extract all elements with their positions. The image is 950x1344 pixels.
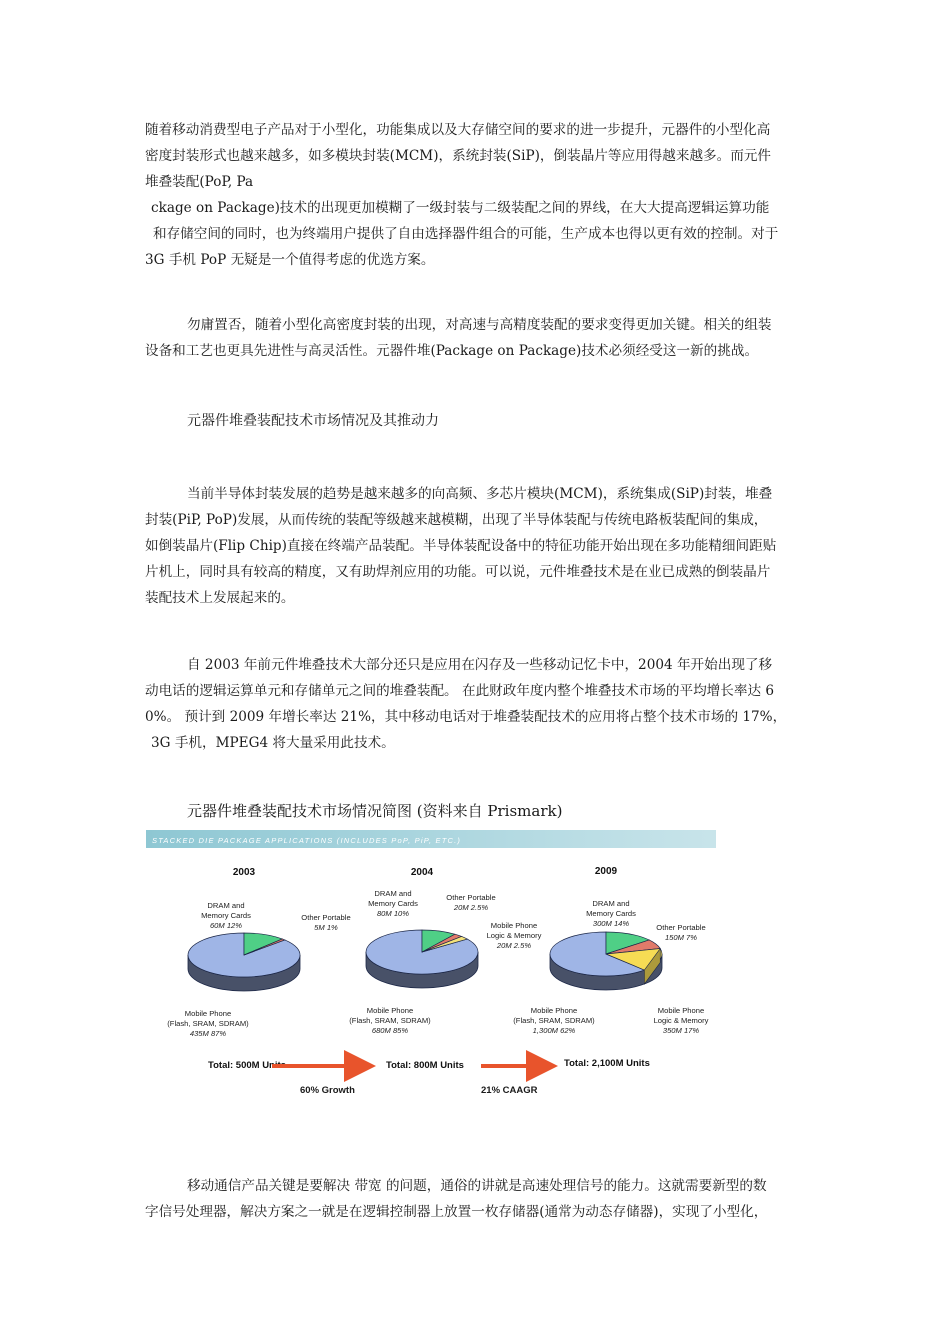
text-line: 0%。 预计到 2009 年增长率达 21%，其中移动电话对于堆叠装配技术的应用将占整个技术市场的 17%， [145,709,787,725]
slice-name-label: Mobile Phone [530,1006,578,1015]
slice-value-label: 20M 2.5% [453,903,489,912]
slice-name-label: (Flash, SRAM, SDRAM) [513,1016,595,1025]
slice-name-label: Other Portable [301,913,351,922]
slice-name-label: Other Portable [656,923,706,932]
text-line: ckage on Package)技术的出现更加模糊了一级封装与二级装配之间的界线，在大大提高逻辑运算功能 [151,200,770,216]
figure-title: 元器件堆叠装配技术市场情况简图 (资料来自 Prismark) [187,802,563,820]
slice-value-label: 80M 10% [376,909,410,918]
text-line: 动电话的逻辑运算单元和存储单元之间的堆叠装配。 在此财政年度内整个堆叠技术市场的平均增长率达 6 [145,683,775,699]
pie-year-label: 2004 [410,867,434,878]
slice-name-label: DRAM and [374,889,412,898]
slice-value-label: 60M 12% [209,921,243,930]
pie-group [167,866,708,1071]
slice-name-label: Logic & Memory [486,931,542,940]
text-line: 设备和工艺也更具先进性与高灵活性。元器件堆(Package on Package)技术必须经受这一新的挑战。 [145,343,759,359]
text-line: 如倒装晶片(Flip Chip)直接在终端产品装配。半导体装配设备中的特征功能开始出现在多功能精细间距贴 [145,538,777,554]
pie-year-label: 2003 [232,867,256,878]
slice-value-label: 5M 1% [314,923,338,932]
text-line: 密度封装形式也越来越多，如多模块封装(MCM)，系统封装(SiP)，倒装晶片等应用得越来越多。而元件 [145,148,772,164]
chart-banner-text: STACKED DIE PACKAGE APPLICATIONS (INCLUDES PoP, PiP, ETC.) [152,836,462,845]
slice-name-label: Logic & Memory [653,1016,709,1025]
text-line: 自 2003 年前元件堆叠技术大部分还只是应用在闪存及一些移动记忆卡中，2004 年开始出现了移 [187,657,773,673]
slice-value-label: 20M 2.5% [496,941,532,950]
text-line: 当前半导体封装发展的趋势是越来越多的向高频、多芯片模块(MCM)，系统集成(SiP)封装，堆叠 [187,486,773,502]
paragraph-intro [145,117,810,273]
slice-value-label: 1,300M 62% [532,1026,576,1035]
slice-name-label: DRAM and [592,899,630,908]
slice-name-label: Mobile Phone [490,921,538,930]
text-line: 字信号处理器，解决方案之一就是在逻辑控制器上放置一枚存储器(通常为动态存储器)，实现了小型化， [145,1204,768,1220]
market-pie-chart-figure [146,830,716,1110]
text-line: 移动通信产品关键是要解决 带宽 的问题，通俗的讲就是高速处理信号的能力。这就需要新型的数 [187,1178,767,1194]
paragraph-market-growth [145,652,810,756]
slice-value-label: 350M 17% [662,1026,700,1035]
slice-name-label: (Flash, SRAM, SDRAM) [349,1016,431,1025]
slice-value-label: 435M 87% [189,1029,227,1038]
section-title: 元器件堆叠装配技术市场情况及其推动力 [187,413,439,429]
pie-year-label: 2009 [594,866,618,877]
text-line: 3G 手机 PoP 无疑是一个值得考虑的优选方案。 [145,252,435,268]
text-line: 片机上，同时具有较高的精度，又有助焊剂应用的功能。可以说，元件堆叠技术是在业已成熟的倒装晶片 [145,564,771,580]
text-line: 和存储空间的同时，也为终端用户提供了自由选择器件组合的可能，生产成本也得以更有效的控制。对于 [153,226,779,242]
slice-value-label: 680M 85% [371,1026,409,1035]
paragraph-assembly-requirements [145,312,810,364]
text-line: 3G 手机，MPEG4 将大量采用此技术。 [151,735,395,751]
pie-total-label: Total: 800M Units [386,1060,464,1071]
slice-name-label: Other Portable [446,893,496,902]
paragraph-packaging-trend [145,481,810,611]
slice-name-label: Memory Cards [368,899,418,908]
growth-label: 21% CAAGR [481,1085,538,1096]
slice-name-label: (Flash, SRAM, SDRAM) [167,1019,249,1028]
slice-value-label: 300M 14% [592,919,630,928]
text-line: 勿庸置否，随着小型化高密度封装的出现，对高速与高精度装配的要求变得更加关键。相关的组装 [187,317,772,333]
text-line: 封装(PiP, PoP)发展，从而传统的装配等级越来越模糊，出现了半导体装配与传统电路板装配间的集成， [145,512,768,528]
text-line: 装配技术上发展起来的。 [145,590,295,606]
growth-label: 60% Growth [300,1085,355,1096]
text-line: 堆叠装配(PoP, Pa [145,174,254,190]
slice-name-label: Mobile Phone [657,1006,705,1015]
pie-total-label: Total: 2,100M Units [564,1058,650,1069]
text-line: 随着移动消费型电子产品对于小型化，功能集成以及大存储空间的要求的进一步提升，元器件的小型化高 [145,122,771,138]
slice-name-label: DRAM and [207,901,245,910]
slice-name-label: Mobile Phone [366,1006,414,1015]
slice-name-label: Memory Cards [586,909,636,918]
paragraph-mobile-bandwidth [145,1173,810,1225]
pie-total-label: Total: 500M Units [208,1060,286,1071]
slice-value-label: 150M 7% [664,933,698,942]
slice-name-label: Memory Cards [201,911,251,920]
slice-name-label: Mobile Phone [184,1009,232,1018]
